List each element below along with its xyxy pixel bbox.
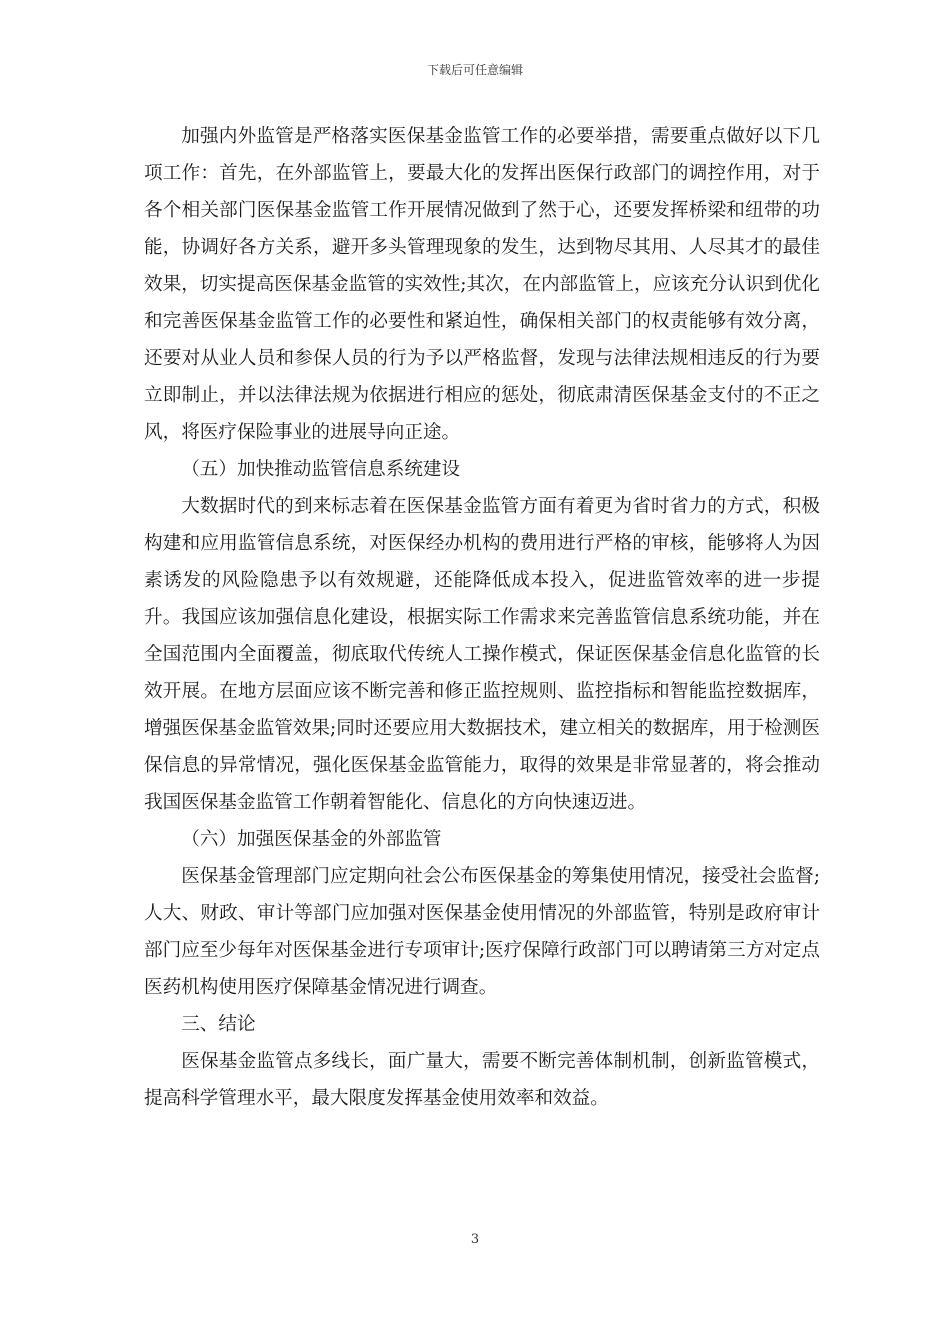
document-body xyxy=(144,118,820,1117)
paragraph-external-supervision: 医保基金管理部门应定期向社会公布医保基金的筹集使用情况，接受社会监督;人大、财政、审计等部门应加强对医保基金使用情况的外部监管，特别是政府审计部门应至少每年对医保基金进行专项审计;医疗保障行政部门可以聘请第三方对定点医药机构使用医疗保障基金情况进行调查。 xyxy=(144,866,820,998)
section-heading-5: （五）加快推动监管信息系统建设 xyxy=(181,459,461,480)
page-number: 3 xyxy=(470,1232,480,1247)
section-heading-conclusion: 三、结论 xyxy=(181,1014,256,1035)
section-heading-6: （六）加强医保基金的外部监管 xyxy=(181,829,442,850)
paragraph-information-system: 大数据时代的到来标志着在医保基金监管方面有着更为省时省力的方式，积极构建和应用监管信息系统，对医保经办机构的费用进行严格的审核，能够将人为因素诱发的风险隐患予以有效规避，还能降低成本投入，促进监管效率的进一步提升。我国应该加强信息化建设，根据实际工作需求来完善监管信息系统功能，并在全国范围内全面覆盖，彻底取代传统人工操作模式，保证医保基金信息化监管的长效开展。在地方层面应该不断完善和修正监控规则、监控指标和智能监控数据库，增强医保基金监管效果;同时还要应用大数据技术，建立相关的数据库，用于检测医保信息的异常情况，强化医保基金监管能力，取得的效果是非常显著的，将会推动我国医保基金监管工作朝着智能化、信息化的方向快速迈进。 xyxy=(144,496,820,813)
paragraph-conclusion: 医保基金监管点多线长，面广量大，需要不断完善体制机制，创新监管模式，提高科学管理水平，最大限度发挥基金使用效率和效益。 xyxy=(144,1051,820,1109)
page-header-note: 下载后可任意编辑 xyxy=(426,63,523,77)
paragraph-internal-external-supervision: 加强内外监管是严格落实医保基金监管工作的必要举措，需要重点做好以下几项工作：首先，在外部监管上，要最大化的发挥出医保行政部门的调控作用，对于各个相关部门医保基金监管工作开展情况做到了然于心，还要发挥桥梁和纽带的功能，协调好各方关系，避开多头管理现象的发生，达到物尽其用、人尽其才的最佳效果，切实提高医保基金监管的实效性;其次，在内部监管上，应该充分认识到优化和完善医保基金监管工作的必要性和紧迫性，确保相关部门的权责能够有效分离，还要对从业人员和参保人员的行为予以严格监督，发现与法律法规相违反的行为要立即制止，并以法律法规为依据进行相应的惩处，彻底肃清医保基金支付的不正之风，将医疗保险事业的进展导向正途。 xyxy=(144,126,820,443)
